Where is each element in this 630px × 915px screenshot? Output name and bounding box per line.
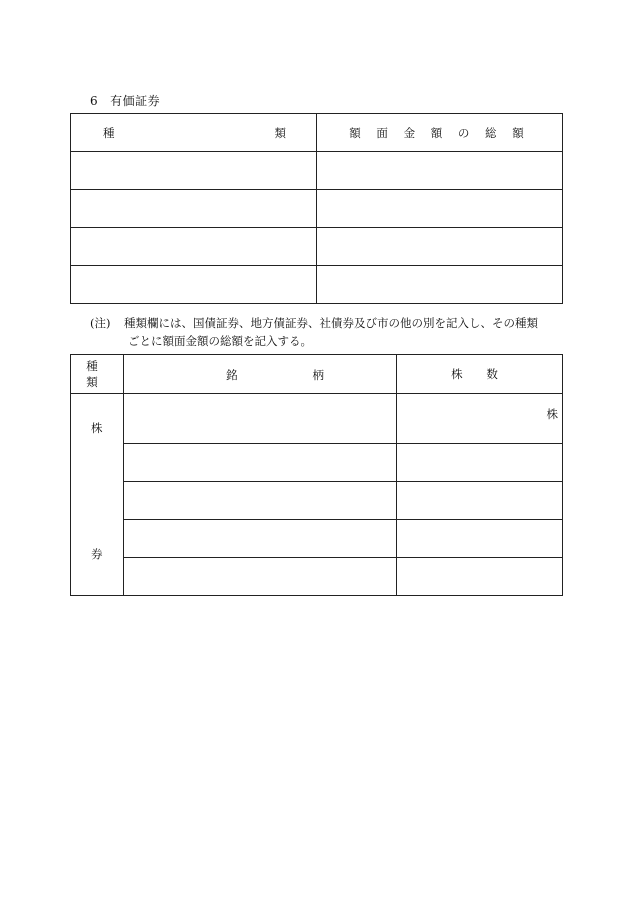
kind-cell[interactable] (71, 228, 317, 266)
brand-cell[interactable] (124, 558, 397, 596)
header-brand-left: 銘 (226, 368, 238, 382)
header-brand (124, 355, 397, 394)
header-kind-right: 類 (274, 126, 286, 140)
stock-holdings-table (70, 354, 563, 596)
table-row (71, 266, 563, 304)
shares-cell[interactable] (397, 520, 563, 558)
table-row (71, 558, 563, 596)
class-stock-cell (71, 394, 124, 596)
header-kind (71, 114, 317, 152)
class-label-bottom: 券 (91, 547, 103, 561)
kind-cell[interactable] (71, 266, 317, 304)
table-row (71, 394, 563, 444)
shares-unit: 株 (397, 394, 563, 444)
section-title: 有価証券 (110, 94, 161, 108)
table-row (71, 190, 563, 228)
table-row (71, 482, 563, 520)
table-row (71, 152, 563, 190)
section-heading (90, 92, 160, 109)
table-note (90, 314, 560, 350)
amount-cell[interactable] (317, 152, 563, 190)
table-header-row (71, 355, 563, 394)
kind-cell[interactable] (71, 190, 317, 228)
note-line-1: 種類欄には、国債証券、地方債証券、社債券及び市の他の別を記入し、その種類 (124, 316, 538, 330)
note-line-2: ごとに額面金額の総額を記入する。 (128, 334, 312, 348)
section-number: 6 (90, 94, 99, 108)
securities-amount-table (70, 113, 563, 304)
brand-cell[interactable] (124, 482, 397, 520)
brand-cell[interactable] (124, 520, 397, 558)
shares-cell[interactable] (397, 482, 563, 520)
kind-cell[interactable] (71, 152, 317, 190)
amount-cell[interactable] (317, 266, 563, 304)
table-row (71, 228, 563, 266)
brand-cell[interactable] (124, 444, 397, 482)
amount-cell[interactable] (317, 190, 563, 228)
note-label: (注) (90, 316, 111, 330)
amount-cell[interactable] (317, 228, 563, 266)
brand-cell[interactable] (124, 394, 397, 444)
header-class: 種 類 (71, 355, 124, 394)
class-label-top: 株 (91, 421, 103, 435)
header-brand-right: 柄 (312, 368, 324, 382)
header-total-face-value: 額 面 金 額 の 総 額 (317, 114, 563, 152)
table-row (71, 520, 563, 558)
table-row (71, 444, 563, 482)
header-share-count: 株 数 (397, 355, 563, 394)
header-kind-left: 種 (103, 126, 115, 140)
table-header-row (71, 114, 563, 152)
shares-cell[interactable] (397, 444, 563, 482)
shares-cell[interactable] (397, 558, 563, 596)
